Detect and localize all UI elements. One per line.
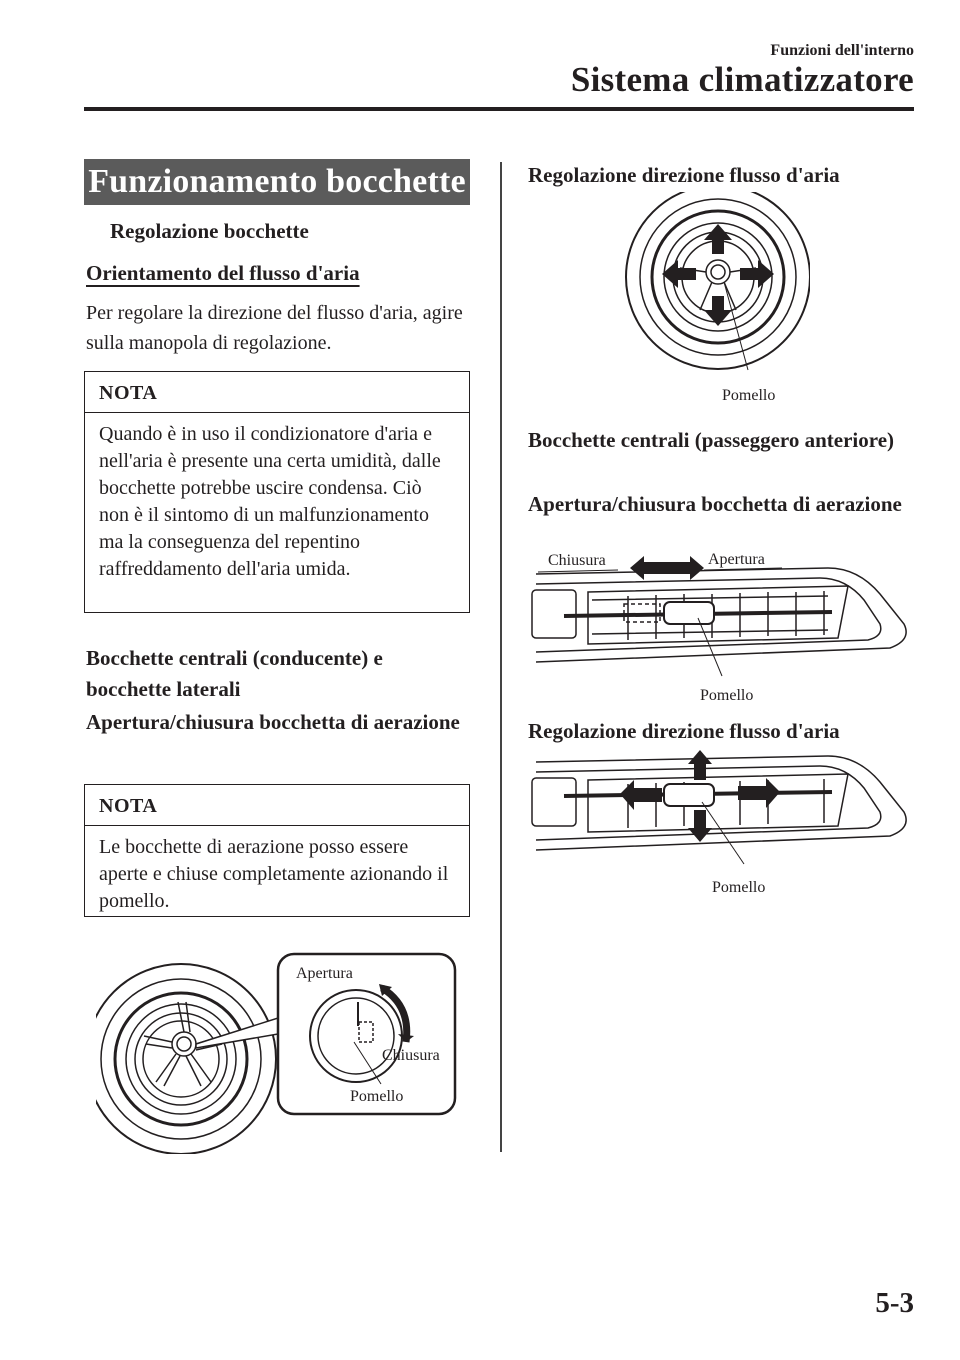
label-pomello: Pomello xyxy=(712,879,766,896)
direction-heading: Regolazione direzione flusso d'aria xyxy=(528,163,840,187)
open-close-heading: Apertura/chiusura bocchetta di aerazione xyxy=(86,710,460,734)
note-text: Quando è in uso il condizionatore d'aria e nell'aria è presente una certa umidità, dalle bocchette potrebbe uscire condensa. Ciò non è il sintomo di un malfunzionamento ma la conseguenza del repentino raffreddamento dell'aria umida. xyxy=(99,423,441,580)
direction-heading-2: Regolazione direzione flusso d'aria xyxy=(528,719,840,743)
passenger-heading: Bocchette centrali (passeggero anteriore) xyxy=(528,428,895,452)
note-label: NOTA xyxy=(85,372,469,413)
label-pomello: Pomello xyxy=(350,1088,404,1105)
note-text: Le bocchette di aerazione posso essere aperte e chiuse completamente azionando il pomello. xyxy=(99,836,449,912)
orientation-heading: Orientamento del flusso d'aria xyxy=(86,261,360,285)
header-rule xyxy=(84,107,914,111)
section-header: Funzioni dell'interno xyxy=(770,42,914,59)
label-pomello: Pomello xyxy=(722,387,776,404)
label-chiusura: Chiusura xyxy=(382,1047,440,1064)
round-vent-open-close-figure xyxy=(96,944,466,1154)
column-divider xyxy=(500,162,502,1152)
orientation-text: Per regolare la direzione del flusso d'aria, agire sulla manopola di regolazione. xyxy=(86,302,463,354)
note-box-1 xyxy=(84,371,470,613)
page-number: 5-3 xyxy=(875,1287,914,1319)
round-vent-direction-figure xyxy=(620,192,810,408)
horizontal-vent-open-close-figure xyxy=(528,544,912,708)
label-apertura: Apertura xyxy=(296,965,353,982)
label-apertura: Apertura xyxy=(708,551,765,568)
label-pomello: Pomello xyxy=(700,687,754,704)
note-label: NOTA xyxy=(85,785,469,826)
horizontal-vent-direction-figure xyxy=(528,748,912,898)
open-close-heading-right: Apertura/chiusura bocchetta di aerazione xyxy=(528,492,902,516)
label-chiusura: Chiusura xyxy=(548,552,606,569)
note-box-2 xyxy=(84,784,470,917)
chapter-title: Sistema climatizzatore xyxy=(570,60,914,99)
section-title: Funzionamento bocchette xyxy=(84,159,470,205)
subtitle: Regolazione bocchette xyxy=(110,219,309,243)
central-side-heading: Bocchette centrali (conducente) e bocchette laterali xyxy=(86,646,383,701)
